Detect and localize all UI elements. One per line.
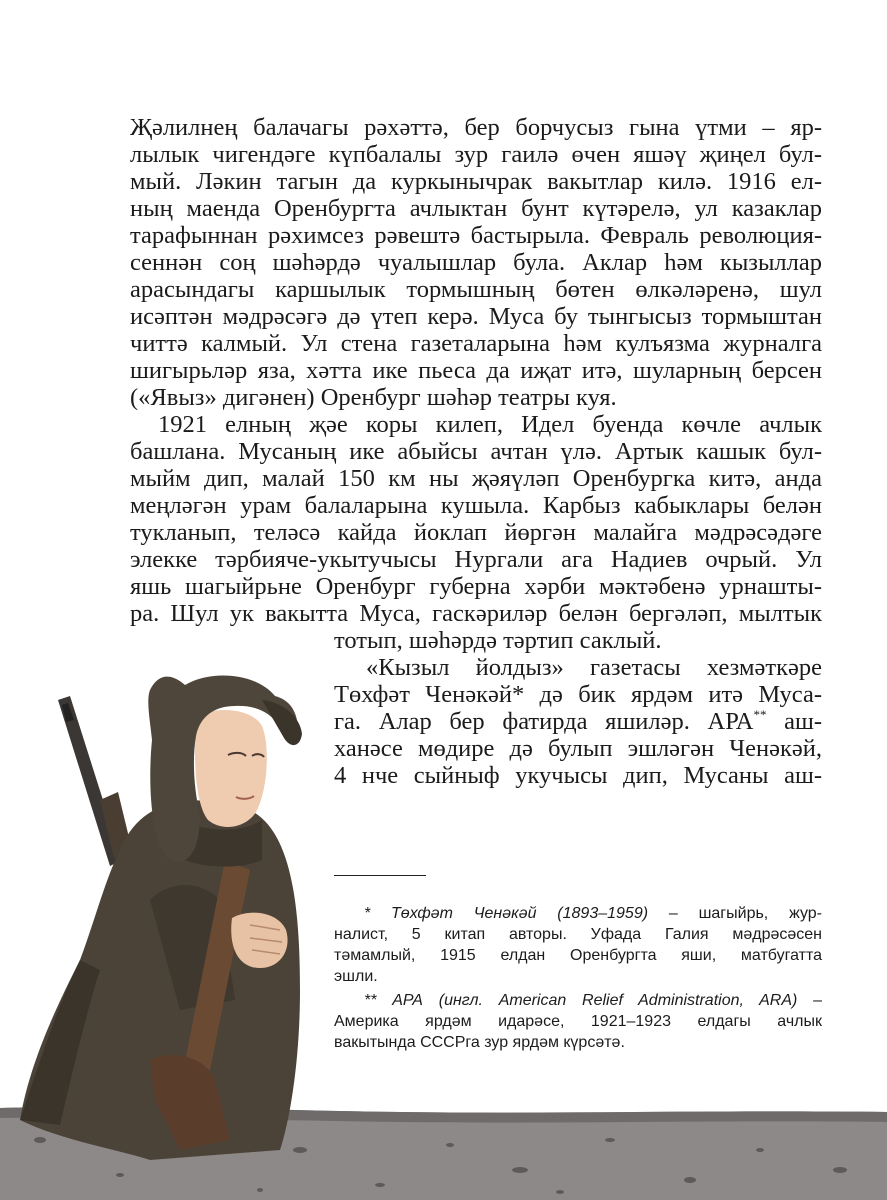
boy-figure (20, 675, 302, 1160)
footnote-2-line (364, 990, 822, 1011)
paragraph-1-line: читтә калмый. Ул стена газеталарына һәм кулъязма журналга (130, 330, 822, 357)
footnote-2-text: – (797, 992, 823, 1009)
paragraph-3-line: Төхфәт Ченәкәй* дә бик ярдәм итә Муса- (334, 681, 822, 708)
paragraph-1-line: («Явыз» дигәнен) Оренбург шәһәр театры куя. (130, 384, 617, 411)
paragraph-3-line (334, 708, 822, 735)
paragraph-1-line: шигырьләр яза, хәтта ике пьеса да иҗат итә, шуларның берсен (130, 357, 822, 384)
footnote-1-title: * Төхфәт Ченәкәй (1893–1959) (364, 905, 649, 922)
paragraph-2-line: элекке тәрбияче-укытучысы Нургали ага Надиев очрый. Ул (130, 546, 822, 573)
paragraph-3-line: «Кызыл йолдыз» газетасы хезмәткәре (366, 654, 822, 681)
footnote-1-text: – шагыйрь, жур- (648, 905, 822, 922)
footnote-1-line (364, 903, 822, 924)
footnote-1-line: тәмамлый, 1915 елдан Оренбургта яши, матбугатта (334, 947, 822, 964)
paragraph-3-line: ханәсе мөдире дә булып эшләгән Ченәкәй, (334, 735, 822, 762)
footnote-2-title: ** АРА (ингл. American Relief Administration, ARA) (364, 992, 798, 1009)
paragraph-1-line: исәптән мәдрәсәгә дә үтеп керә. Муса бу тынгысыз тормыштан (130, 303, 822, 330)
footnote-1-line: налист, 5 китап авторы. Уфада Галия мәдрәсәсен (334, 926, 822, 943)
paragraph-1-line: лылык чигендәге күпбалалы зур гаилә өчен яшәү җиңел бул- (130, 141, 822, 168)
paragraph-2-line: яшь шагыйрьне Оренбург губерна хәрби мәктәбенә урнашты- (130, 573, 822, 600)
footnote-2-line: Америка ярдәм идарәсе, 1921–1923 елдагы ачлык (334, 1013, 822, 1030)
paragraph-2-line: 1921 елның җәе коры килеп, Идел буенда көчле ачлык (158, 411, 822, 438)
paragraph-2-line: тотып, шәһәрдә тәртип саклый. (334, 627, 662, 654)
footnote-rule (334, 875, 426, 876)
paragraph-2-line: мыйм дип, малай 150 км ны җәяүләп Оренбургка китә, анда (130, 465, 822, 492)
paragraph-1-line: арасындагы каршылык тормышның бөтен өлкәләренә, шул (130, 276, 822, 303)
footnote-mark: ** (753, 707, 767, 722)
paragraph-1-line: сеннән соң шәһәрдә чуалышлар була. Аклар һәм кызыллар (130, 249, 822, 276)
paragraph-1-line: Җәлилнең балачагы рәхәттә, бер борчусыз гына үтми – яр- (130, 114, 822, 141)
footnote-2-line: вакытында СССРга зур ярдәм күрсәтә. (334, 1034, 625, 1051)
paragraph-2-line: башлана. Мусаның ике абыйсы ачтан үлә. Артык кашык бул- (130, 438, 822, 465)
rifle (58, 696, 132, 866)
paragraph-3-line: 4 нче сыйныф укучысы дип, Мусаны аш- (334, 762, 822, 789)
ara-text-end: аш- (766, 708, 822, 735)
paragraph-1-line: тарафыннан рәхимсез рәвештә бастырыла. Февраль революция- (130, 222, 822, 249)
paragraph-2-line: тукланып, теләсә кайда йоклап йөргән малайга мәдрәсәдәге (130, 519, 822, 546)
paragraph-1-line: ның маенда Оренбургта ачлыктан бунт күтәрелә, ул казаклар (130, 195, 822, 222)
ara-text: га. Алар бер фатирда яшиләр. АРА (334, 708, 754, 735)
footnote-1-line: эшли. (334, 968, 378, 985)
paragraph-2-line: меңләгән урам балаларына кушыла. Карбыз кабыклары белән (130, 492, 822, 519)
paragraph-1-line: мый. Ләкин тагын да куркынычрак вакытлар килә. 1916 ел- (130, 168, 822, 195)
paragraph-2-line: ра. Шул ук вакытта Муса, гаскәриләр белән бергәләп, мылтык (130, 600, 822, 627)
